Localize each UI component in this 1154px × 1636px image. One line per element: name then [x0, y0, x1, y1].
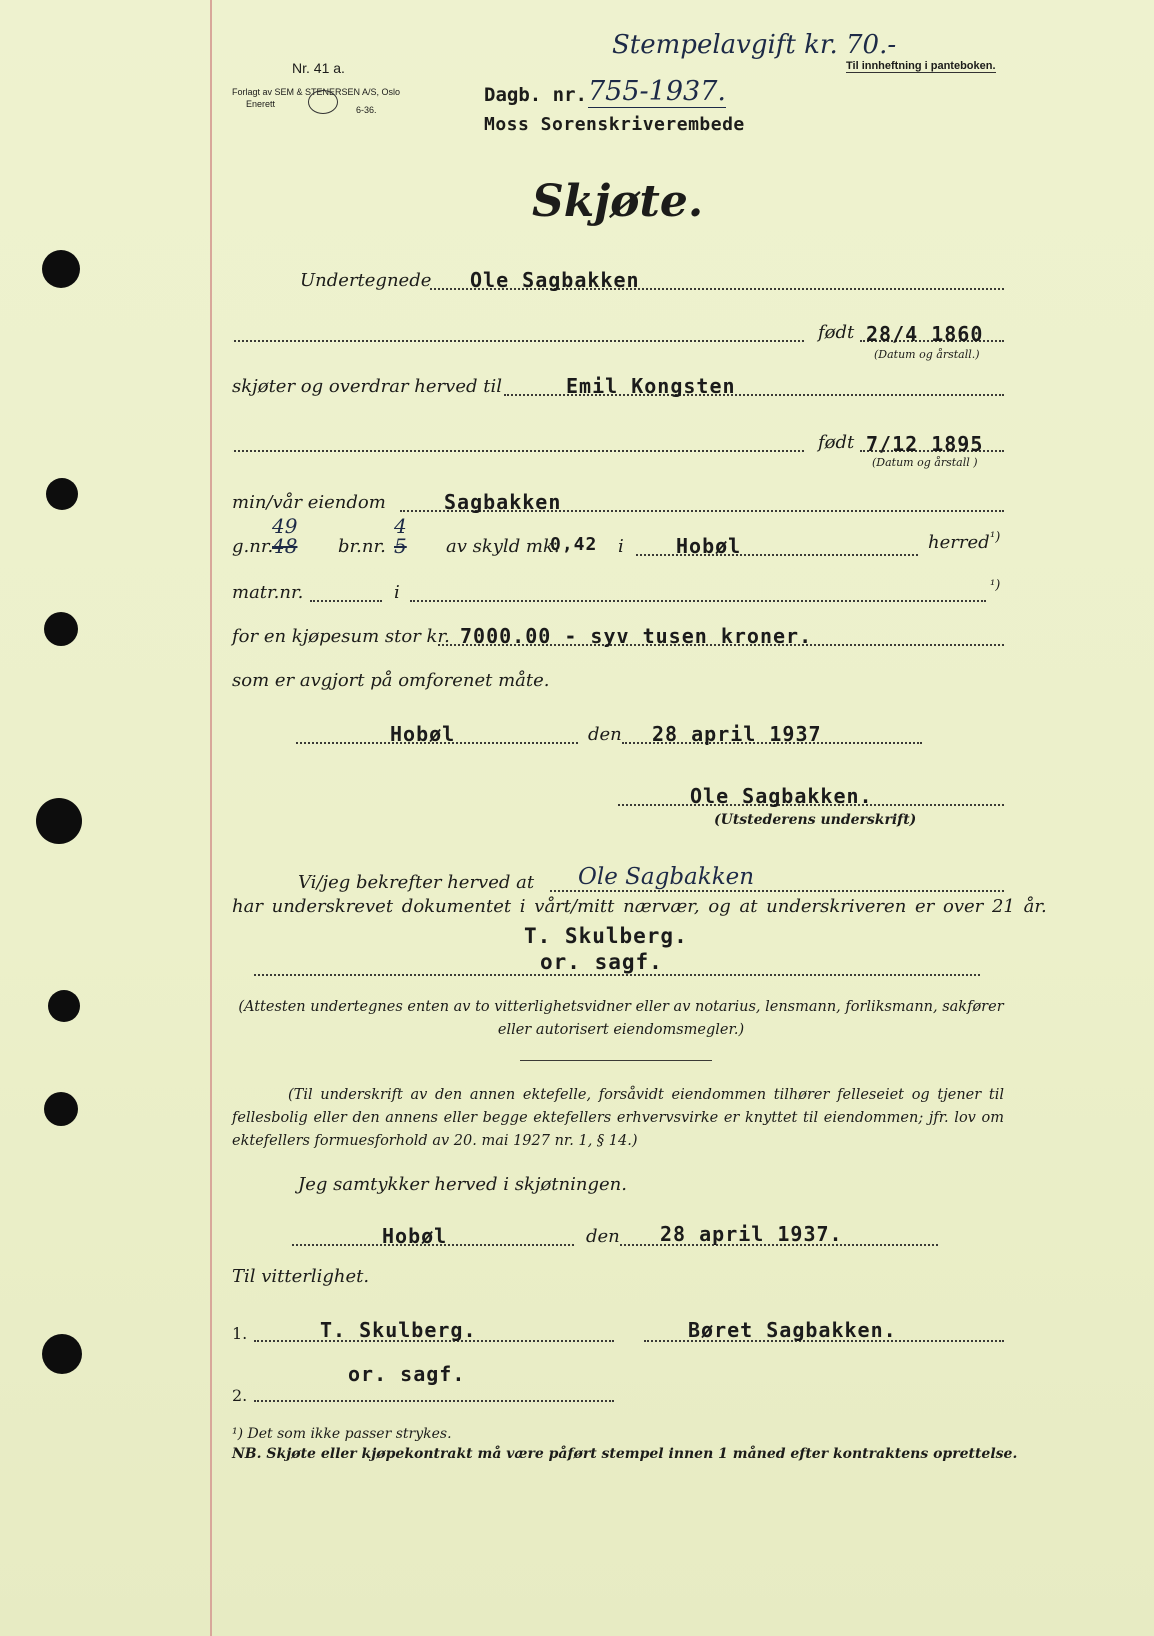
- avgjort-text: som er avgjort på omforenet måte.: [232, 670, 550, 691]
- i-label: i: [618, 536, 624, 557]
- dagbok-value: 755-1937.: [588, 76, 726, 107]
- punch-hole: [42, 250, 80, 288]
- document-title: Skjøte.: [532, 176, 704, 227]
- office-stamp: Moss Sorenskriverembede: [484, 114, 745, 135]
- dagbok-label: Dagb. nr.: [484, 84, 587, 106]
- seller-signature: Ole Sagbakken.: [690, 784, 873, 808]
- seller-birthdate: 28/4 1860: [866, 322, 984, 346]
- attest-note: (Attesten undertegnes enten av to vitterlighetsvidner eller av notarius, lensmann, forliksmann, sakfører eller autorisert eiendomsmegler.): [238, 999, 1004, 1038]
- attest-witness-title: or. sagf.: [540, 950, 663, 974]
- form-number: Nr. 41 a.: [292, 60, 345, 76]
- matr-label: matr.nr.: [232, 582, 304, 603]
- printed-note-right: Til innheftning i panteboken.: [846, 60, 996, 72]
- dotted-line: [234, 340, 804, 342]
- seller-name: Ole Sagbakken: [470, 268, 640, 292]
- kjopesum-label: for en kjøpesum stor kr.: [232, 626, 450, 647]
- publisher-logo-icon: [308, 90, 338, 114]
- den-label-2: den: [586, 1226, 620, 1247]
- herred-value: Hobøl: [676, 534, 742, 558]
- fodt-label-2: født: [818, 432, 855, 453]
- herred-footnote-mark: ¹): [990, 530, 1001, 545]
- spouse-note: (Til underskrift av den annen ektefelle, forsåvidt eiendommen tilhører felleseiet og tjener til fellesbolig eller den annens eller begge ektefellers erhvervsvirke er knyttet til eiendommen; jfr. lov om ektefellers formuesforhold av 20. mai 1927 nr. 1, § 14.): [232, 1087, 1004, 1149]
- samtykker-text: Jeg samtykker herved i skjøtningen.: [298, 1174, 627, 1195]
- dotted-line: [254, 974, 980, 976]
- witness-1-title: or. sagf.: [348, 1362, 466, 1386]
- gnr-label: g.nr.: [232, 536, 274, 557]
- dotted-line: [410, 600, 986, 602]
- gnr-value-lower: 48: [272, 534, 298, 558]
- skyld-value: 0,42: [550, 534, 598, 555]
- punch-hole: [36, 798, 82, 844]
- brnr-value-lower: 5: [394, 534, 407, 558]
- undertegnede-label: Undertegnede: [300, 270, 432, 291]
- publisher-enerett: Enerett: [246, 99, 276, 109]
- spouse-signing-place: Hobøl: [382, 1224, 448, 1248]
- attest-witness-name: T. Skulberg.: [524, 924, 688, 948]
- buyer-birthdate: 7/12 1895: [866, 432, 984, 456]
- bekrefter-label: Vi/jeg bekrefter herved at: [298, 872, 535, 893]
- skjoter-label: skjøter og overdrar herved til: [232, 376, 502, 397]
- skyld-label: av skyld mk.: [446, 536, 560, 557]
- matr-footnote-mark: ¹): [990, 578, 1001, 593]
- punch-hole: [46, 478, 78, 510]
- property-name: Sagbakken: [444, 490, 562, 514]
- eiendom-label: min/vår eiendom: [232, 492, 386, 513]
- dotted-line: [550, 890, 1004, 892]
- gnr-value-upper: 49: [272, 514, 298, 538]
- buyer-name: Emil Kongsten: [566, 374, 736, 398]
- divider-line: [520, 1060, 712, 1061]
- underskrevet-text: har underskrevet dokumentet i vårt/mitt nærvær, og at underskriveren er over 21 år.: [232, 896, 1047, 917]
- stamp-duty-handwritten: Stempelavgift kr. 70.-: [612, 30, 897, 60]
- punch-hole: [42, 1334, 82, 1374]
- bekrefter-value: Ole Sagbakken: [578, 864, 755, 890]
- dotted-line: [310, 600, 382, 602]
- margin-line: [210, 0, 212, 1636]
- spouse-signature: Børet Sagbakken.: [688, 1318, 897, 1342]
- signature-caption: (Utstederens underskrift): [714, 812, 917, 828]
- publisher-date: 6-36.: [356, 105, 377, 115]
- herred-label: herred: [928, 532, 990, 553]
- witness-1-name: T. Skulberg.: [320, 1318, 477, 1342]
- brnr-label: br.nr.: [338, 536, 386, 557]
- footnote-1: ¹) Det som ikke passer strykes.: [232, 1426, 452, 1442]
- dotted-line: [254, 1400, 614, 1402]
- vitterlighet-label: Til vitterlighet.: [232, 1266, 370, 1287]
- kjopesum-value: 7000.00 - syv tusen kroner.: [460, 624, 813, 648]
- datum-note-2: (Datum og årstall ): [872, 456, 978, 469]
- den-label: den: [588, 724, 622, 745]
- punch-hole: [48, 990, 80, 1022]
- matr-i-label: i: [394, 582, 400, 603]
- publisher-line: Forlagt av SEM & STENERSEN A/S, Oslo: [232, 87, 401, 97]
- punch-hole: [44, 612, 78, 646]
- witness-2-number: 2.: [232, 1386, 248, 1405]
- dotted-line: [234, 450, 804, 452]
- signing-date: 28 april 1937: [652, 722, 822, 746]
- spouse-signing-date: 28 april 1937.: [660, 1222, 843, 1246]
- witness-1-number: 1.: [232, 1324, 248, 1343]
- footnote-2: NB. Skjøte eller kjøpekontrakt må være påført stempel innen 1 måned efter kontraktens oprettelse.: [232, 1446, 1018, 1462]
- punch-hole: [44, 1092, 78, 1126]
- signing-place: Hobøl: [390, 722, 456, 746]
- fodt-label: født: [818, 322, 855, 343]
- datum-note: (Datum og årstall.): [874, 348, 980, 361]
- brnr-value-upper: 4: [394, 514, 407, 538]
